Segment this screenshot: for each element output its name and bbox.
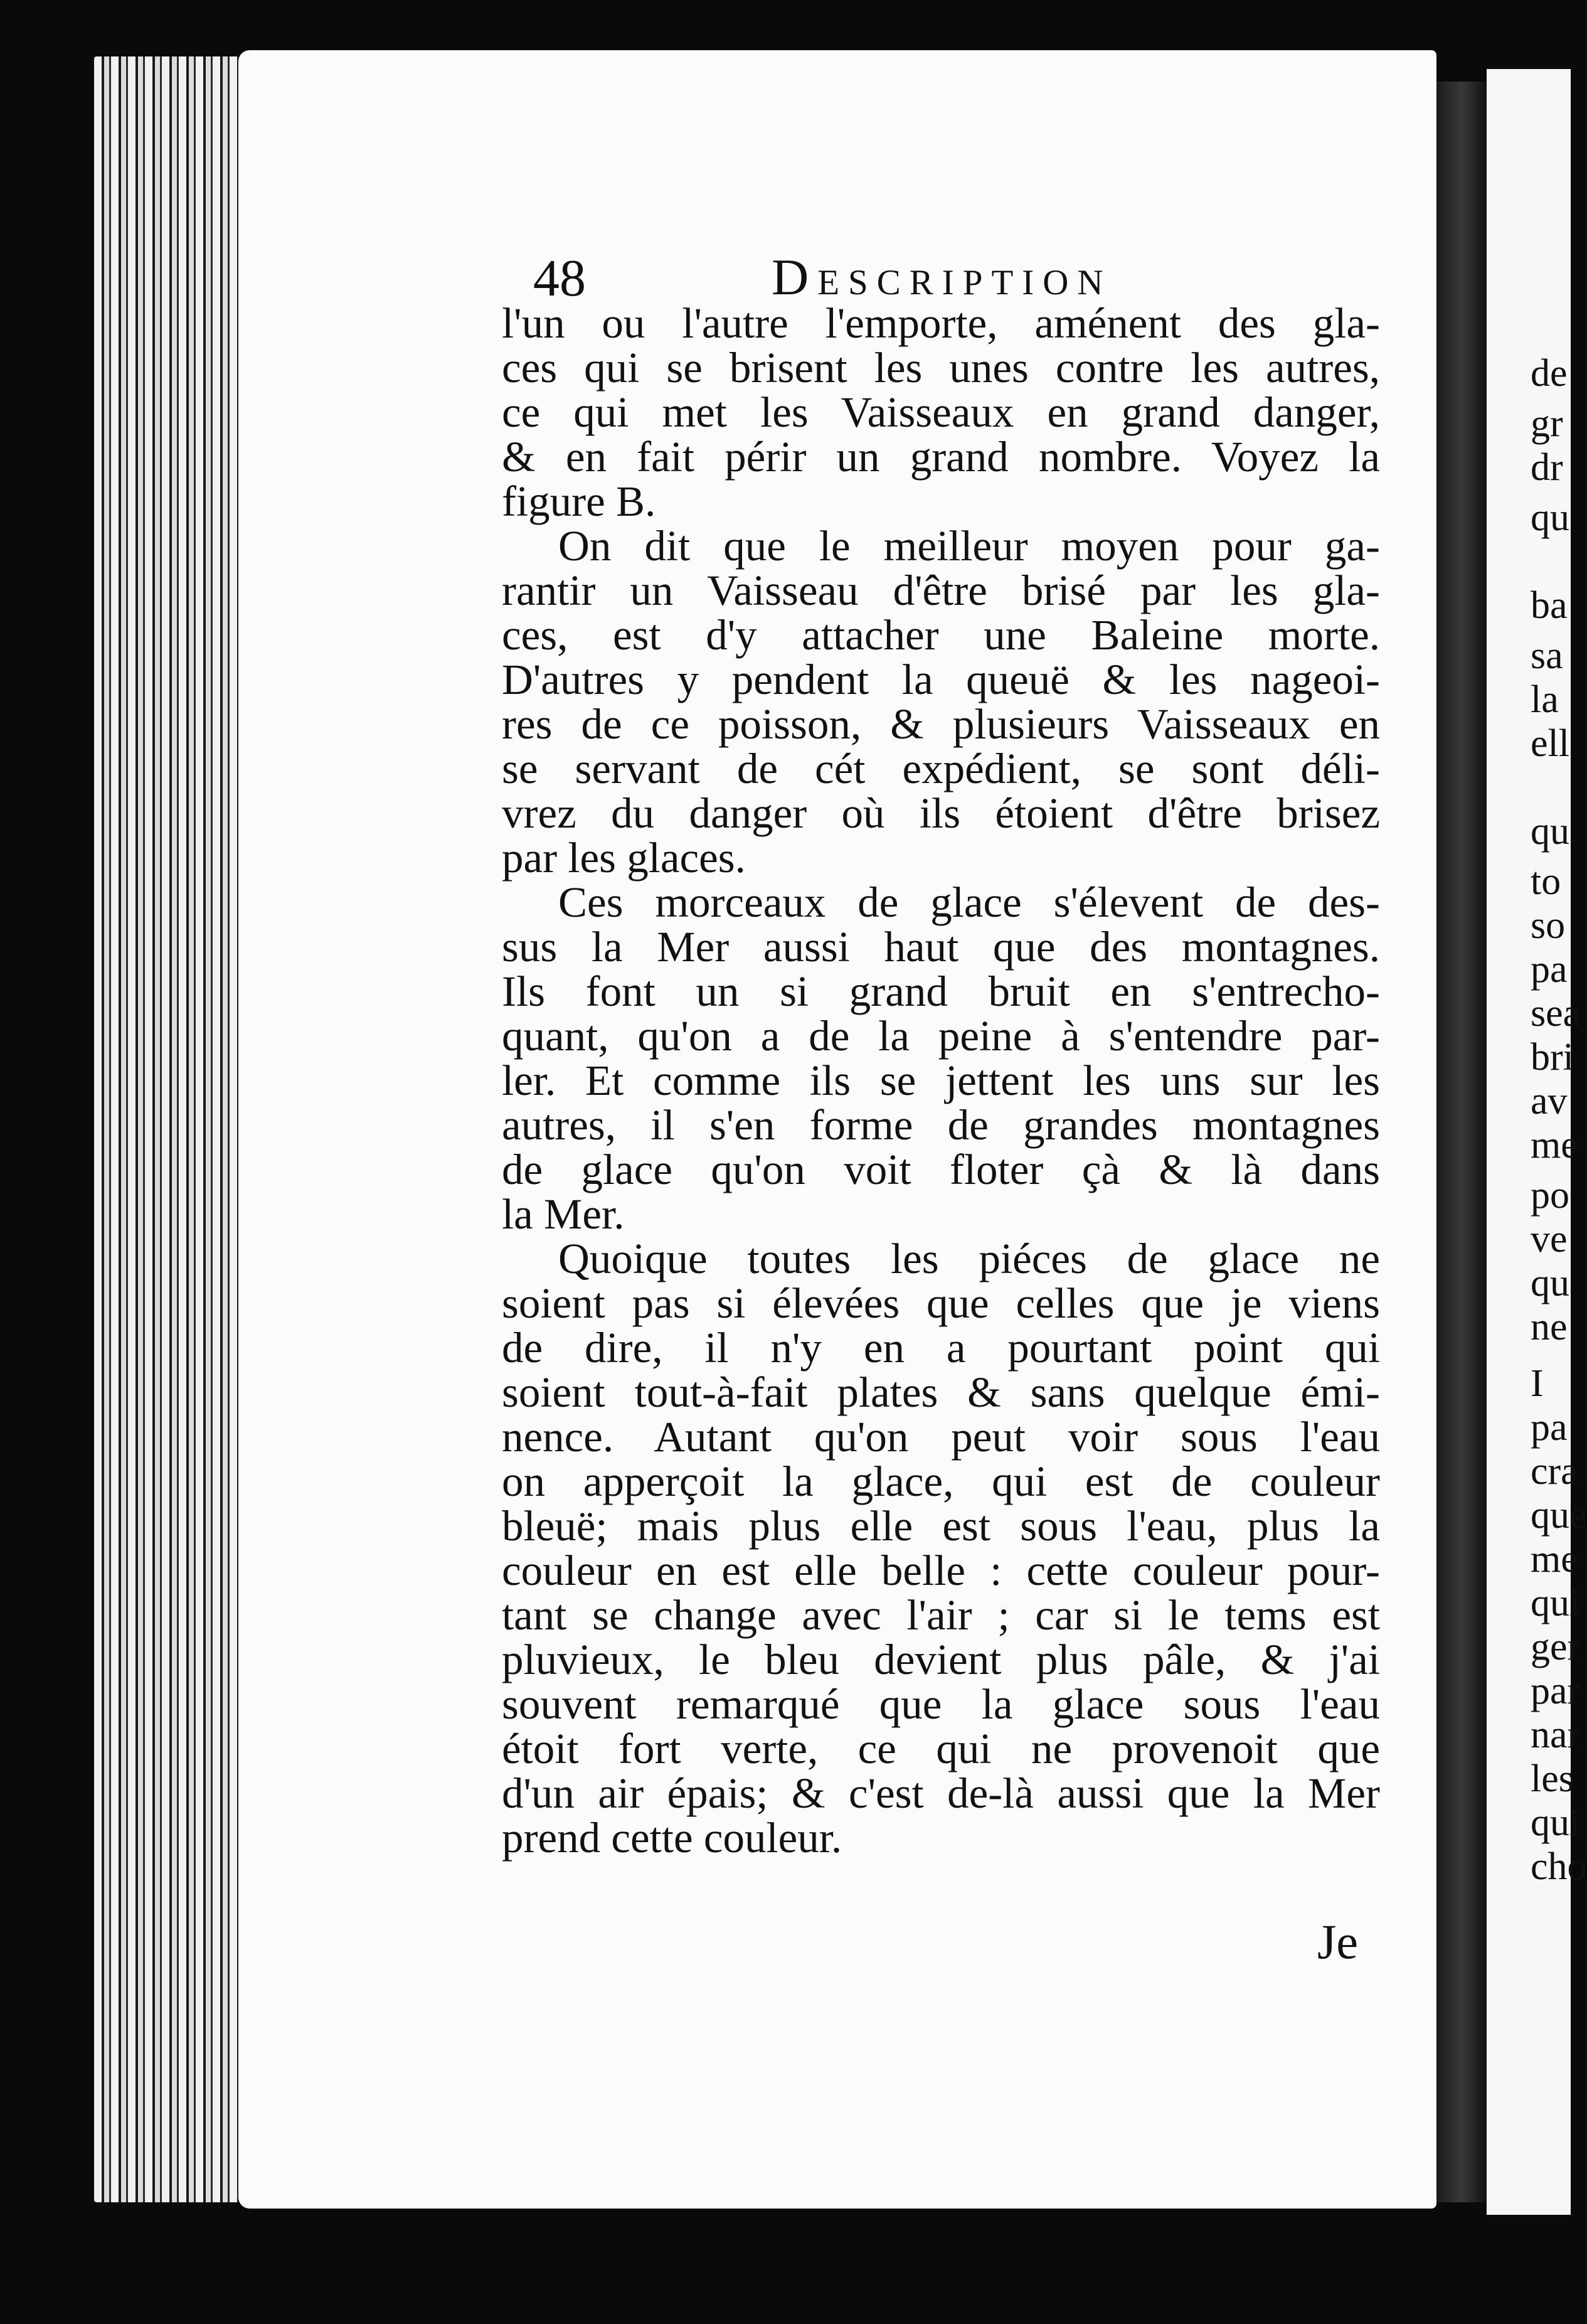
- facing-page-fragment: ell: [1531, 722, 1569, 765]
- facing-page-fragment: pa: [1531, 1406, 1568, 1449]
- text-line: autres, il s'en forme de grandes montagnes: [502, 1101, 1380, 1149]
- text-line: pluvieux, le bleu devient plus pâle, & j'ai: [502, 1636, 1380, 1683]
- text-line: se servant de cét expédient, se sont déli-: [502, 745, 1380, 792]
- facing-page-fragment: qui: [1531, 1582, 1581, 1624]
- facing-page-fragment: ne: [1531, 1306, 1568, 1348]
- text-line: On dit que le meilleur moyen pour ga-: [558, 522, 1380, 570]
- text-line: d'un air épais; & c'est de-là aussi que la Mer: [502, 1769, 1380, 1817]
- facing-page-fragment: gr: [1531, 402, 1563, 445]
- facing-page-fragment: nar: [1531, 1714, 1581, 1756]
- page-header: [533, 248, 1186, 307]
- text-line: de dire, il n'y en a pourtant point qui: [502, 1324, 1380, 1372]
- facing-page-fragment: qu: [1531, 496, 1569, 539]
- text-line: ces qui se brisent les unes contre les autres,: [502, 344, 1380, 392]
- text-line: sus la Mer aussi haut que des montagnes.: [502, 923, 1380, 971]
- text-line: tant se change avec l'air ; car si le tems est: [502, 1591, 1380, 1639]
- text-line: prend cette couleur.: [502, 1814, 842, 1862]
- facing-page-fragment: po: [1531, 1174, 1569, 1217]
- text-line: couleur en est elle belle : cette couleur pour-: [502, 1547, 1380, 1594]
- facing-page-fragment: ba: [1531, 584, 1568, 627]
- text-line: Ces morceaux de glace s'élevent de des-: [558, 878, 1380, 926]
- facing-page-fragment: so: [1531, 904, 1566, 947]
- facing-page-fragment: la: [1531, 678, 1559, 721]
- running-title: Description: [772, 248, 1112, 306]
- facing-page-fragment: I: [1531, 1362, 1544, 1405]
- text-line: l'un ou l'autre l'emporte, aménent des gla-: [502, 299, 1380, 347]
- text-line: la Mer.: [502, 1190, 625, 1238]
- paragraph: [502, 301, 1380, 524]
- text-line: ce qui met les Vaisseaux en grand danger,: [502, 388, 1380, 436]
- catchword: Je: [1317, 1914, 1358, 1969]
- facing-page-fragment: av: [1531, 1080, 1568, 1122]
- facing-page-fragment: dr: [1531, 446, 1563, 489]
- text-line: bleuë; mais plus elle est sous l'eau, plus la: [502, 1502, 1380, 1550]
- text-line: D'autres y pendent la queuë & les nageoi-: [502, 656, 1380, 703]
- facing-page-fragment: me: [1531, 1538, 1578, 1580]
- text-line: & en fait périr un grand nombre. Voyez la: [502, 433, 1380, 481]
- text-line: de glace qu'on voit floter çà & là dans: [502, 1146, 1380, 1193]
- text-line: vrez du danger où ils étoient d'être brisez: [502, 789, 1380, 837]
- text-line: étoit fort verte, ce qui ne provenoit que: [502, 1725, 1380, 1772]
- body-text: [502, 301, 1380, 1860]
- text-line: quant, qu'on a de la peine à s'entendre par-: [502, 1012, 1380, 1060]
- facing-page-fragment: qu: [1531, 1262, 1569, 1304]
- text-line: Ils font un si grand bruit en s'entrecho-: [502, 967, 1380, 1015]
- facing-page-fragment: qui: [1531, 1801, 1581, 1844]
- text-line: rantir un Vaisseau d'être brisé par les gla-: [502, 567, 1380, 614]
- text-line: ces, est d'y attacher une Baleine morte.: [502, 611, 1380, 659]
- facing-page-fragment: ger: [1531, 1626, 1581, 1668]
- facing-page-fragment: de: [1531, 352, 1568, 395]
- paragraph: [502, 524, 1380, 880]
- facing-page-fragment: cho: [1531, 1845, 1587, 1888]
- facing-page-fragment: ve: [1531, 1218, 1568, 1261]
- text-line: soient tout-à-fait plates & sans quelque émi-: [502, 1368, 1380, 1416]
- book-gutter: [1436, 82, 1487, 2202]
- text-line: nence. Autant qu'on peut voir sous l'eau: [502, 1413, 1380, 1461]
- facing-page-fragment: pa: [1531, 948, 1568, 991]
- facing-page-fragment: que: [1531, 1494, 1587, 1537]
- facing-page-fragment: qu: [1531, 810, 1569, 853]
- text-line: figure B.: [502, 477, 656, 525]
- paragraph: [502, 1237, 1380, 1860]
- paragraph: [502, 880, 1380, 1237]
- text-line: on apperçoit la glace, qui est de couleur: [502, 1458, 1380, 1505]
- facing-page-fragment: sea: [1531, 992, 1581, 1035]
- facing-page-fragment: to: [1531, 860, 1561, 903]
- text-line: res de ce poisson, & plusieurs Vaisseaux en: [502, 700, 1380, 748]
- text-line: ler. Et comme ils se jettent les uns sur les: [502, 1057, 1380, 1104]
- text-line: soient pas si élevées que celles que je viens: [502, 1279, 1380, 1327]
- facing-page-fragment: bri: [1531, 1036, 1574, 1079]
- facing-page-fragment: par: [1531, 1670, 1581, 1712]
- text-line: souvent remarqué que la glace sous l'eau: [502, 1680, 1380, 1728]
- facing-page-fragment: cra: [1531, 1450, 1578, 1493]
- text-line: Quoique toutes les piéces de glace ne: [558, 1235, 1380, 1282]
- page-number: 48: [533, 249, 586, 307]
- text-line: par les glaces.: [502, 834, 746, 882]
- facing-page-fragment: sa: [1531, 634, 1563, 677]
- facing-page-fragment: les: [1531, 1757, 1574, 1800]
- facing-page-fragment: me: [1531, 1124, 1578, 1166]
